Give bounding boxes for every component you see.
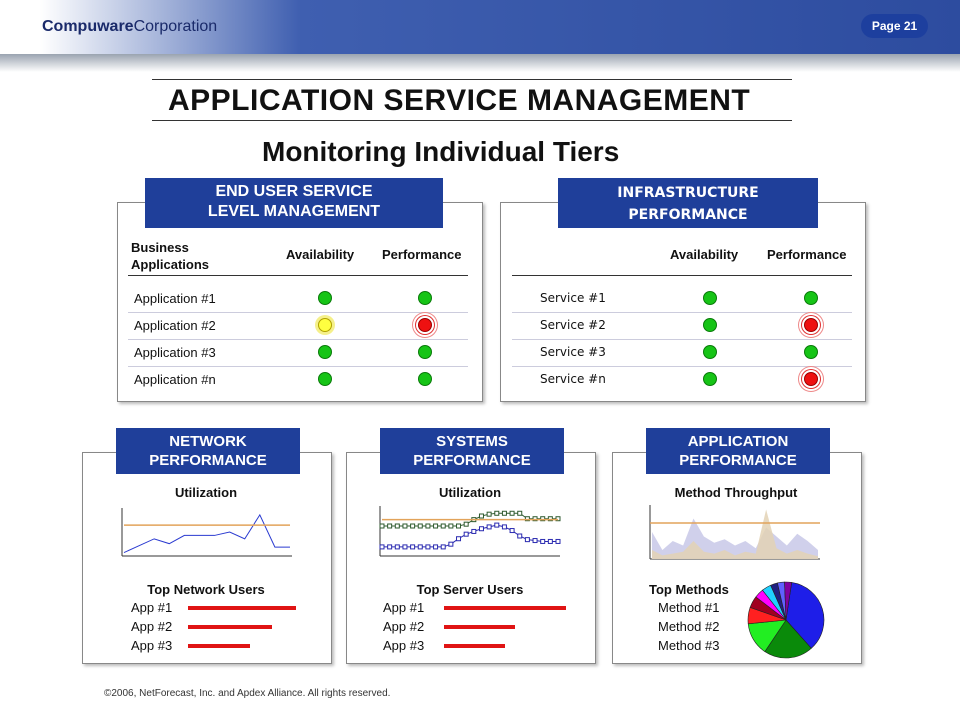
systems-user-label: App #1 bbox=[383, 600, 425, 615]
series-point-lower bbox=[395, 545, 399, 549]
series-point-upper bbox=[418, 524, 422, 528]
eusl-availability-status-icon bbox=[318, 372, 332, 386]
infra-header-rule bbox=[512, 275, 852, 276]
infra-performance-status-icon bbox=[804, 345, 818, 359]
series-point-lower bbox=[518, 534, 522, 538]
eusl-row-divider bbox=[128, 366, 468, 367]
eusl-col-availability: Availability bbox=[286, 247, 355, 262]
series-point-upper bbox=[411, 524, 415, 528]
infra-availability-status-icon bbox=[703, 291, 717, 305]
series-point-upper bbox=[464, 522, 468, 526]
infra-row-divider bbox=[512, 339, 852, 340]
infra-performance-status-icon bbox=[804, 372, 818, 386]
application-chart-title: Method Throughput bbox=[674, 485, 798, 500]
page-title: APPLICATION SERVICE MANAGEMENT bbox=[168, 84, 751, 117]
infra-header bbox=[558, 178, 818, 228]
systems-header-line1: SYSTEMS bbox=[436, 433, 508, 450]
systems-user-bar bbox=[444, 625, 515, 629]
systems-user-bar bbox=[444, 644, 505, 648]
eusl-header-rule bbox=[128, 275, 468, 276]
series-point-lower bbox=[548, 539, 552, 543]
systems-header bbox=[380, 428, 564, 474]
eusl-performance-status-icon bbox=[418, 372, 432, 386]
application-header bbox=[646, 428, 830, 474]
series-point-upper bbox=[457, 524, 461, 528]
top-methods-pie-chart bbox=[746, 580, 826, 660]
series-point-upper bbox=[380, 524, 384, 528]
network-user-label: App #1 bbox=[131, 600, 173, 615]
eusl-performance-status-icon bbox=[418, 291, 432, 305]
series-point-upper bbox=[495, 511, 499, 515]
series-point-lower bbox=[418, 545, 422, 549]
systems-header-line2: PERFORMANCE bbox=[413, 452, 531, 469]
series-point-upper bbox=[479, 514, 483, 518]
eusl-performance-status-icon bbox=[418, 318, 432, 332]
brand-logo bbox=[42, 18, 217, 36]
network-chart-title: Utilization bbox=[174, 485, 238, 500]
series-point-lower bbox=[457, 537, 461, 541]
network-user-bar bbox=[188, 625, 272, 629]
page-subtitle: Monitoring Individual Tiers bbox=[262, 136, 620, 167]
network-header-line2: PERFORMANCE bbox=[149, 452, 267, 469]
series-point-upper bbox=[449, 524, 453, 528]
series-line-utilization bbox=[124, 515, 290, 553]
eusl-col-business-line2: Applications bbox=[131, 257, 210, 272]
series-point-lower bbox=[502, 525, 506, 529]
title-bottom-rule bbox=[152, 120, 792, 121]
infra-row-label: Service #3 bbox=[540, 345, 606, 359]
infra-row-divider bbox=[512, 366, 852, 367]
infra-header-line1: INFRASTRUCTURE bbox=[617, 185, 759, 201]
network-panel bbox=[82, 452, 332, 664]
method-label: Method #2 bbox=[658, 619, 720, 634]
series-point-upper bbox=[518, 511, 522, 515]
infra-availability-status-icon bbox=[703, 345, 717, 359]
network-user-label: App #2 bbox=[131, 619, 173, 634]
method-label: Method #3 bbox=[658, 638, 720, 653]
eusl-row-label: Application #1 bbox=[134, 291, 216, 306]
infra-row-label: Service #1 bbox=[540, 291, 606, 305]
series-point-lower bbox=[403, 545, 407, 549]
series-point-lower bbox=[556, 539, 560, 543]
series-point-lower bbox=[388, 545, 392, 549]
series-point-lower bbox=[411, 545, 415, 549]
network-utilization-chart bbox=[122, 508, 294, 558]
series-line-lower bbox=[382, 525, 558, 547]
application-header-line1: APPLICATION bbox=[687, 433, 789, 450]
application-list-title: Top Methods bbox=[649, 582, 729, 597]
network-list-title: Top Network Users bbox=[147, 582, 265, 597]
network-user-bar bbox=[188, 606, 296, 610]
eusl-row-divider bbox=[128, 312, 468, 313]
series-point-upper bbox=[426, 524, 430, 528]
eusl-performance-status-icon bbox=[418, 345, 432, 359]
eusl-availability-status-icon bbox=[318, 318, 332, 332]
method-label: Method #1 bbox=[658, 600, 720, 615]
eusl-col-performance: Performance bbox=[382, 247, 462, 262]
network-user-label: App #3 bbox=[131, 638, 173, 653]
eusl-col-business-line1: Business bbox=[131, 240, 189, 255]
network-header bbox=[116, 428, 300, 474]
series-point-lower bbox=[479, 527, 483, 531]
copyright-footer: ©2006, NetForecast, Inc. and Apdex Alliance. All rights reserved. bbox=[104, 688, 391, 699]
infra-availability-status-icon bbox=[703, 318, 717, 332]
infra-header-line2: PERFORMANCE bbox=[628, 207, 748, 223]
series-point-lower bbox=[533, 539, 537, 543]
eusl-header-line1: END USER SERVICE bbox=[215, 183, 373, 200]
series-point-upper bbox=[388, 524, 392, 528]
method-throughput-chart bbox=[650, 505, 822, 561]
series-point-lower bbox=[441, 545, 445, 549]
eusl-header-line2: LEVEL MANAGEMENT bbox=[207, 203, 381, 220]
series-point-upper bbox=[434, 524, 438, 528]
systems-user-label: App #3 bbox=[383, 638, 425, 653]
series-point-upper bbox=[502, 511, 506, 515]
systems-user-label: App #2 bbox=[383, 619, 425, 634]
infra-availability-status-icon bbox=[703, 372, 717, 386]
eusl-availability-status-icon bbox=[318, 291, 332, 305]
series-point-lower bbox=[487, 525, 491, 529]
series-point-upper bbox=[395, 524, 399, 528]
series-point-lower bbox=[510, 529, 514, 533]
network-header-line1: NETWORK bbox=[169, 433, 247, 450]
infra-row-divider bbox=[512, 312, 852, 313]
systems-user-bar bbox=[444, 606, 566, 610]
infra-performance-status-icon bbox=[804, 291, 818, 305]
series-point-upper bbox=[441, 524, 445, 528]
series-point-lower bbox=[525, 538, 529, 542]
eusl-availability-status-icon bbox=[318, 345, 332, 359]
series-point-lower bbox=[434, 545, 438, 549]
brand-rest: Corporation bbox=[133, 18, 218, 35]
systems-chart-title: Utilization bbox=[438, 485, 502, 500]
infra-row-label: Service #n bbox=[540, 372, 606, 386]
eusl-col-business bbox=[131, 239, 209, 273]
series-point-lower bbox=[541, 539, 545, 543]
network-user-bar bbox=[188, 644, 250, 648]
infra-col-performance: Performance bbox=[767, 247, 847, 262]
series-point-upper bbox=[403, 524, 407, 528]
systems-list-title: Top Server Users bbox=[416, 582, 524, 597]
series-point-upper bbox=[487, 512, 491, 516]
series-point-lower bbox=[472, 529, 476, 533]
eusl-row-label: Application #2 bbox=[134, 318, 216, 333]
eusl-header bbox=[145, 178, 443, 228]
series-point-lower bbox=[464, 532, 468, 536]
series-point-lower bbox=[449, 542, 453, 546]
eusl-row-divider bbox=[128, 339, 468, 340]
application-header-line2: PERFORMANCE bbox=[679, 452, 797, 469]
brand-bold: Compuware bbox=[42, 18, 134, 35]
infra-performance-status-icon bbox=[804, 318, 818, 332]
series-point-lower bbox=[495, 523, 499, 527]
eusl-row-label: Application #n bbox=[134, 372, 216, 387]
page-number-badge: Page 21 bbox=[861, 14, 928, 38]
series-point-lower bbox=[380, 545, 384, 549]
infra-col-availability: Availability bbox=[670, 247, 739, 262]
series-point-upper bbox=[510, 511, 514, 515]
series-point-lower bbox=[426, 545, 430, 549]
eusl-row-label: Application #3 bbox=[134, 345, 216, 360]
infra-row-label: Service #2 bbox=[540, 318, 606, 332]
systems-utilization-chart bbox=[380, 506, 562, 558]
banner-shadow bbox=[0, 54, 960, 72]
title-top-rule bbox=[152, 79, 792, 80]
